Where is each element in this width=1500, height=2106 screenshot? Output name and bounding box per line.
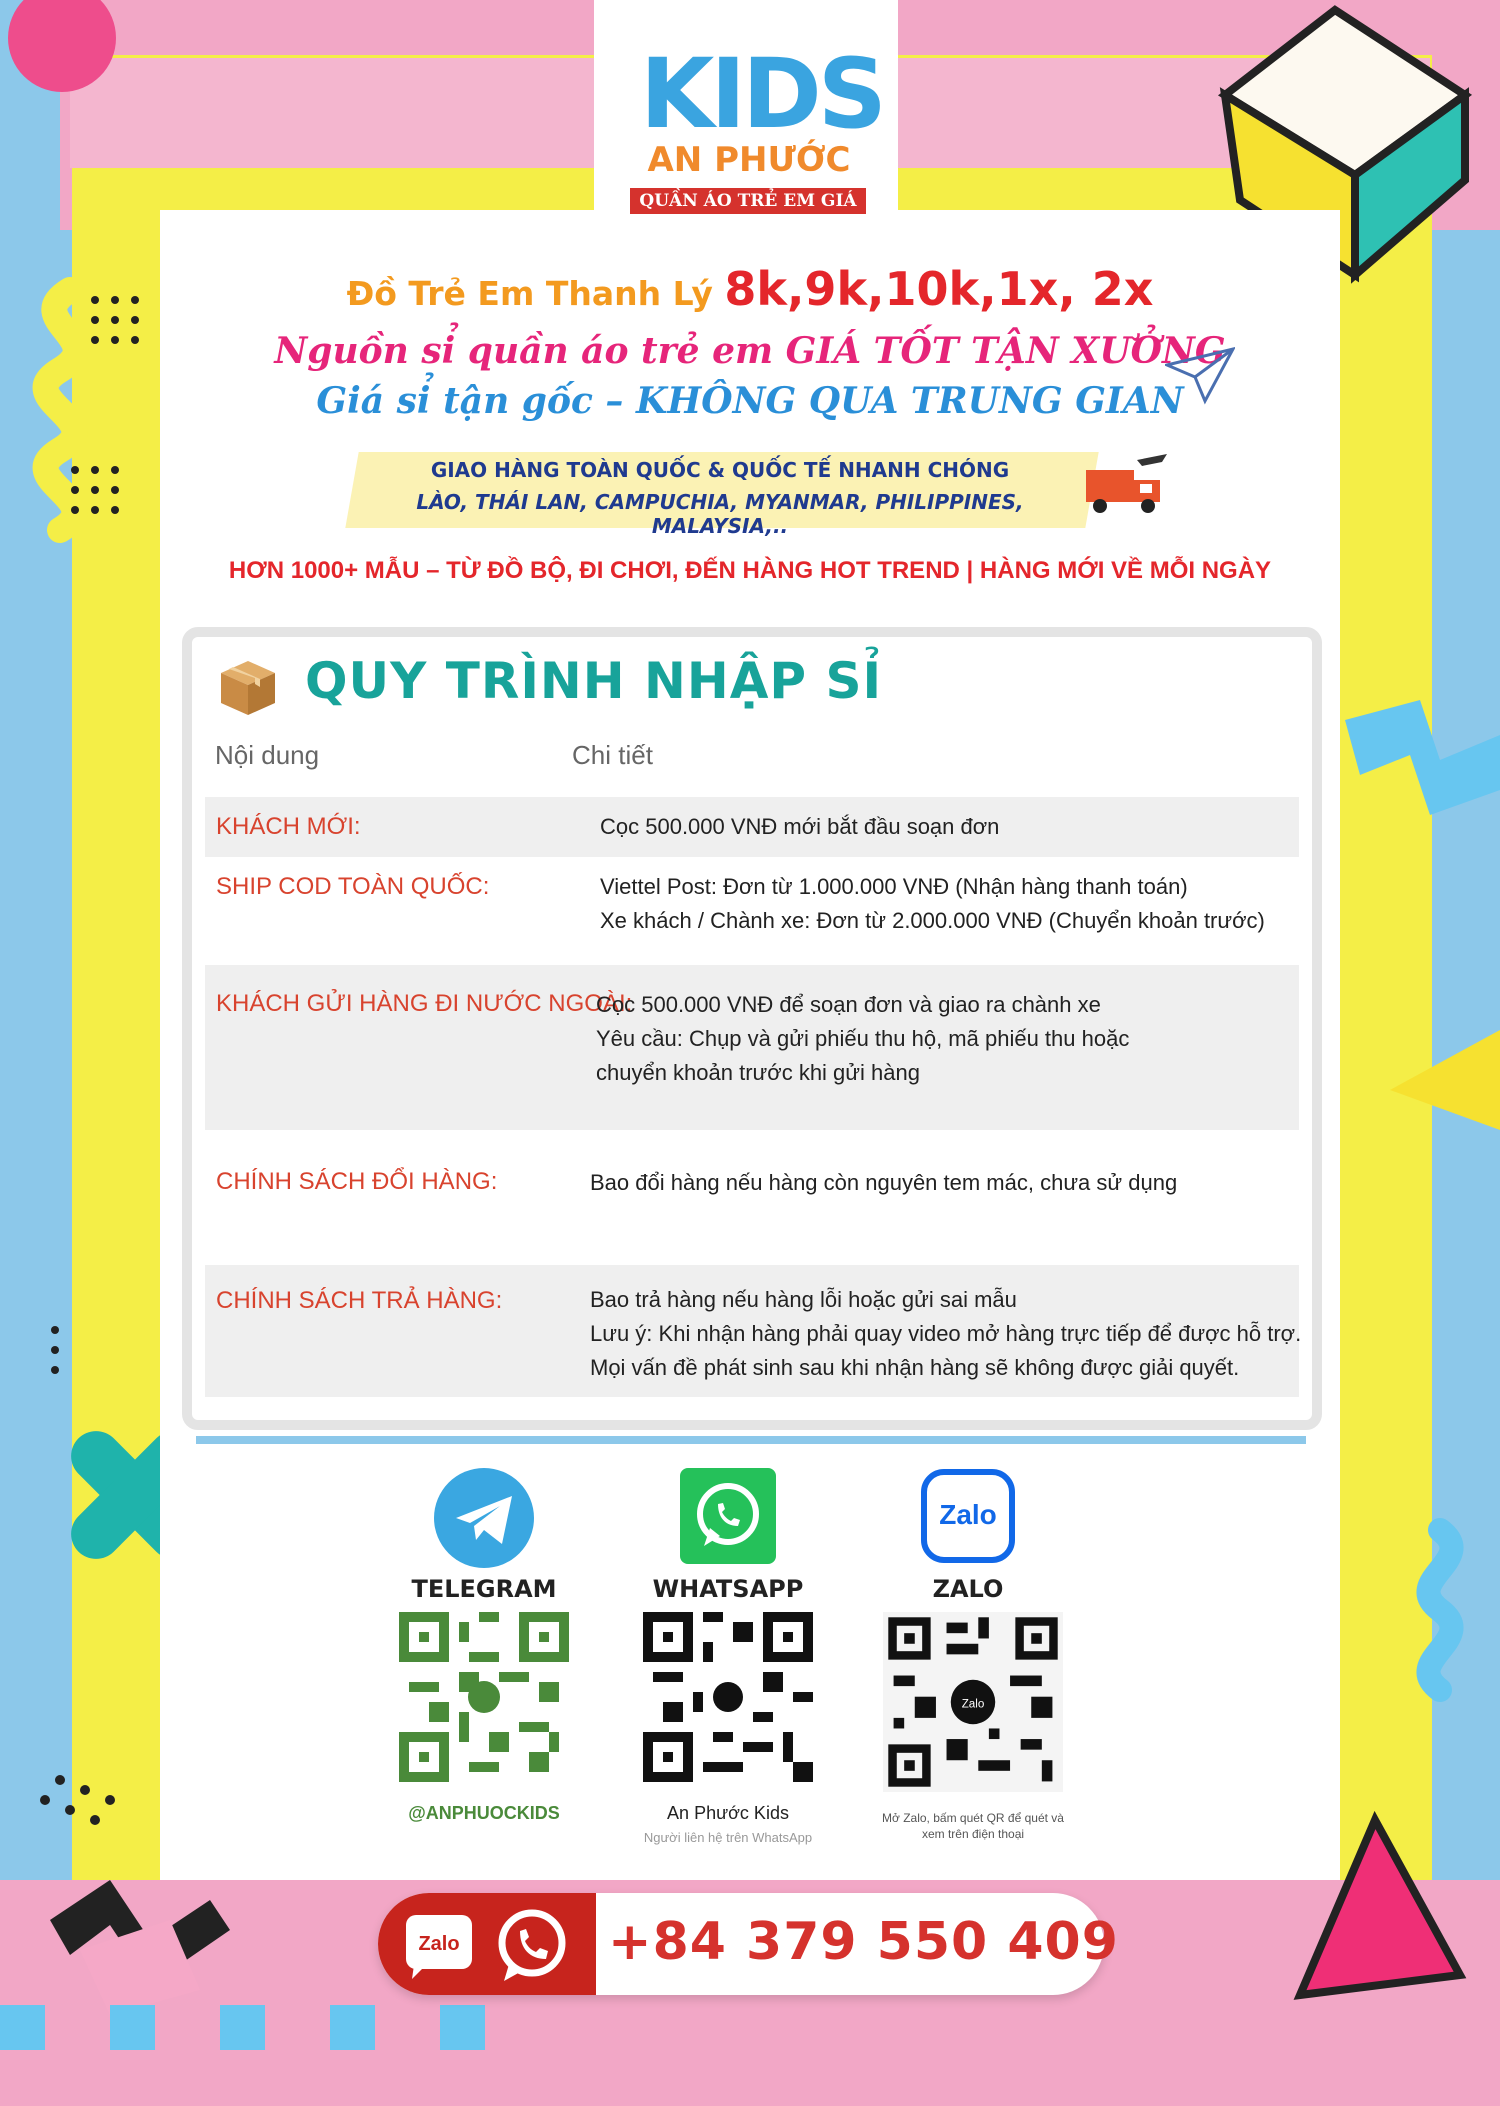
headline-prices: 8k,9k,10k,1x, 2x [724,262,1154,316]
zalo-chat-icon-text: Zalo [418,1933,460,1955]
zalo-icon-text: Zalo [939,1499,997,1530]
zigzag-decoration [46,290,76,530]
zalo-label: ZALO [932,1575,1004,1603]
pink-circle-decoration [8,0,116,92]
telegram-handle: @ANPHUOCKIDS [408,1803,560,1823]
row-detail-line: Bao trả hàng nếu hàng lỗi hoặc gửi sai mẫu [590,1287,1017,1312]
row-detail-line: Cọc 500.000 VNĐ để soạn đơn và giao ra chành xe [596,992,1101,1017]
telegram-icon[interactable] [434,1468,534,1568]
whatsapp-note: Người liên hệ trên WhatsApp [643,1830,813,1845]
zalo-chat-icon[interactable] [400,1905,480,1985]
row-label: KHÁCH MỚI: [216,813,361,840]
column-header-content: Nội dung [215,740,320,770]
phone-number[interactable]: +84 379 550 409 [608,1912,1119,1972]
logo-kids-text: KIDS [640,38,883,150]
row-label: KHÁCH GỬI HÀNG ĐI NƯỚC NGOÀI: [216,990,633,1017]
zalo-note [868,1810,1078,1842]
row-detail-line: chuyển khoản trước khi gửi hàng [596,1060,920,1085]
row-label: SHIP COD TOÀN QUỐC: [216,873,490,900]
whatsapp-label: WHATSAPP [652,1575,804,1603]
row-detail-line: Mọi vấn đề phát sinh sau khi nhận hàng sẽ không được giải quyết. [590,1355,1240,1380]
whatsapp-phone-icon[interactable] [490,1903,574,1987]
whatsapp-qr-code [643,1612,813,1782]
paper-plane-icon [1165,345,1235,405]
zalo-note-line: Mở Zalo, bấm quét QR để quét và [882,1811,1064,1825]
row-detail [600,870,1265,938]
telegram-label: TELEGRAM [411,1575,557,1603]
whatsapp-name: An Phước Kids [667,1803,789,1823]
row-detail [600,810,999,844]
squiggle-decoration [1428,1530,1451,1690]
row-label: CHÍNH SÁCH ĐỔI HÀNG: [216,1168,498,1195]
row-detail [590,1283,1301,1385]
delivery-truck-icon [1082,450,1172,520]
zalo-qr-text: Zalo [961,1697,985,1711]
shipping-line-1: GIAO HÀNG TOÀN QUỐC & QUỐC TẾ NHANH CHÓNG [430,458,1010,482]
triangle-yellow-decoration [1390,1030,1500,1130]
subheadline-1: Nguồn sỉ quần áo trẻ em GIÁ TỐT TẬN XƯỞNG [274,330,1226,372]
logo-tagline: QUẦN ÁO TRẺ EM GIÁ SỈ [630,188,866,214]
row-label: CHÍNH SÁCH TRẢ HÀNG: [216,1287,503,1314]
row-detail [596,988,1129,1090]
zigzag-blue-decoration [1345,700,1500,815]
zalo-qr-code [883,1612,1063,1792]
row-detail-line: Lưu ý: Khi nhận hàng phải quay video mở hàng trực tiếp để được hỗ trợ. [590,1321,1302,1346]
row-detail-line: Viettel Post: Đơn từ 1.000.000 VNĐ (Nhận hàng thanh toán) [600,874,1188,899]
row-detail-line: Bao đổi hàng nếu hàng còn nguyên tem mác, chưa sử dụng [590,1170,1178,1195]
row-detail [590,1166,1177,1200]
column-header-detail: Chi tiết [572,740,653,770]
process-title: QUY TRÌNH NHẬP SỈ [305,652,883,710]
subheadline-2: Giá sỉ tận gốc – KHÔNG QUA TRUNG GIAN [316,380,1184,422]
package-box-icon [215,653,281,719]
info-strip: HƠN 1000+ MẪU – TỪ ĐỒ BỘ, ĐI CHƠI, ĐẾN HÀNG HOT TREND | HÀNG MỚI VỀ MỖI NGÀY [228,557,1272,584]
row-detail-line: Xe khách / Chành xe: Đơn từ 2.000.000 VNĐ (Chuyển khoản trước) [600,908,1265,933]
zalo-note-line: xem trên điện thoại [921,1827,1025,1841]
headline-prefix: Đồ Trẻ Em Thanh Lý [346,274,725,313]
row-detail-line: Cọc 500.000 VNĐ mới bắt đầu soạn đơn [600,814,1000,839]
zalo-icon[interactable] [920,1468,1016,1564]
row-detail-line: Yêu cầu: Chụp và gửi phiếu thu hộ, mã phiếu thu hoặc [596,1026,1130,1051]
whatsapp-icon[interactable] [680,1468,776,1564]
shipping-line-2: LÀO, THÁI LAN, CAMPUCHIA, MYANMAR, PHILIPPINES, MALAYSIA,.. [416,490,1024,538]
card-shadow [196,1436,1306,1444]
logo-name: AN PHƯỚC [647,140,851,180]
headline [200,262,1300,316]
bottom-bars-decoration [0,2005,485,2050]
telegram-qr-code [399,1612,569,1782]
